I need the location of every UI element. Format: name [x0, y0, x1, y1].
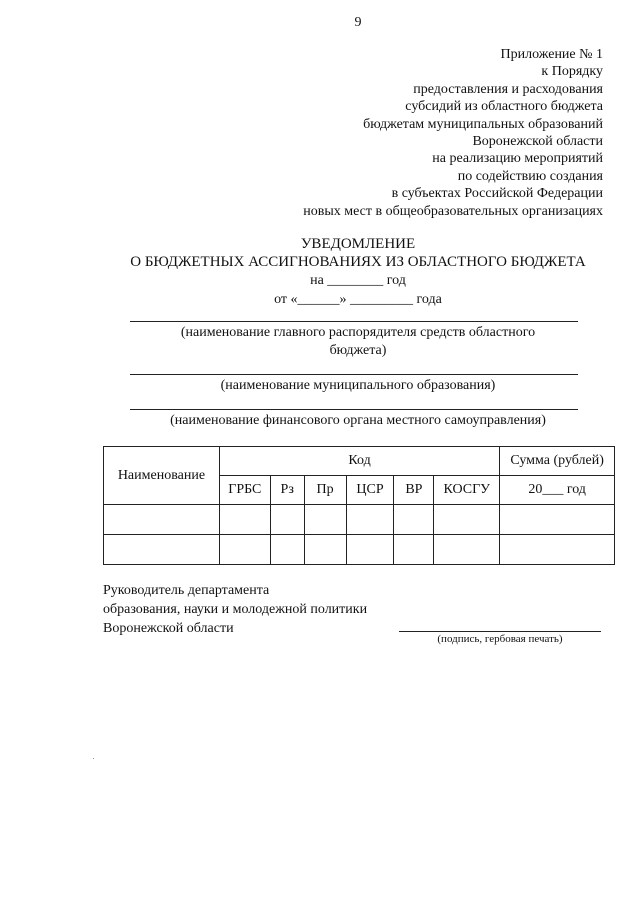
table-cell	[219, 535, 270, 565]
appendix-header	[303, 46, 603, 220]
table-cell	[394, 505, 434, 535]
scan-speck	[93, 758, 94, 759]
sum-column-header: Сумма (рублей)	[500, 447, 615, 476]
distributor-caption	[80, 324, 636, 360]
appendix-line: по содействию создания	[457, 168, 603, 184]
notice-year-line: на ________ год	[310, 273, 406, 288]
table-cell	[434, 535, 500, 565]
allocation-table	[103, 446, 615, 565]
appendix-line: к Порядку	[541, 64, 603, 80]
code-group-header: Код	[219, 447, 499, 476]
name-column-header: Наименование	[104, 447, 220, 505]
sum-year-header: 20___ год	[500, 476, 615, 505]
distributor-line	[130, 321, 578, 322]
table-cell	[270, 535, 304, 565]
signature-caption: (подпись, гербовая печать)	[437, 633, 563, 645]
table-cell	[270, 505, 304, 535]
table-cell	[394, 535, 434, 565]
appendix-line: на реализацию мероприятий	[432, 151, 603, 167]
appendix-line: Воронежской области	[472, 134, 603, 150]
distributor-caption-line: бюджета)	[329, 343, 387, 358]
distributor-caption-line: (наименование главного распорядителя средств областного	[180, 325, 536, 340]
signature-line	[399, 631, 601, 632]
notice-subtitle: О БЮДЖЕТНЫХ АССИГНОВАНИЯХ ИЗ ОБЛАСТНОГО БЮДЖЕТА	[130, 254, 586, 270]
appendix-line: бюджетам муниципальных образований	[363, 116, 603, 132]
table-cell	[104, 505, 220, 535]
table-row	[104, 535, 615, 565]
table-cell	[346, 505, 394, 535]
finance-body-caption: (наименование финансового органа местного самоуправления)	[170, 413, 546, 428]
code-column-header: Пр	[304, 476, 346, 505]
table-cell	[304, 535, 346, 565]
code-column-header: ВР	[394, 476, 434, 505]
signatory-line: Воронежской области	[103, 621, 234, 636]
table-cell	[500, 535, 615, 565]
code-column-header: КОСГУ	[434, 476, 500, 505]
finance-body-line	[130, 409, 578, 410]
notice-title: УВЕДОМЛЕНИЕ	[300, 236, 416, 252]
table-cell	[434, 505, 500, 535]
table-cell	[104, 535, 220, 565]
signatory-line: образования, науки и молодежной политики	[103, 602, 368, 617]
signatory-line: Руководитель департамента	[103, 583, 270, 598]
appendix-line: Приложение № 1	[500, 47, 603, 62]
municipality-line	[130, 374, 578, 375]
notice-date-line: от «______» _________ года	[274, 292, 442, 307]
table-row	[104, 505, 615, 535]
appendix-line: субсидий из областного бюджета	[405, 99, 603, 115]
appendix-line: новых мест в общеобразовательных организациях	[303, 203, 603, 219]
code-column-header: ГРБС	[219, 476, 270, 505]
table-cell	[346, 535, 394, 565]
appendix-line: предоставления и расходования	[413, 81, 603, 97]
code-column-header: ЦСР	[346, 476, 394, 505]
table-cell	[500, 505, 615, 535]
municipality-caption: (наименование муниципального образования)	[220, 378, 496, 393]
page-number: 9	[354, 15, 362, 30]
notice-heading	[80, 235, 636, 309]
appendix-line: в субъектах Российской Федерации	[391, 186, 603, 202]
code-column-header: Рз	[270, 476, 304, 505]
signatory-block	[103, 581, 367, 638]
table-cell	[304, 505, 346, 535]
table-cell	[219, 505, 270, 535]
